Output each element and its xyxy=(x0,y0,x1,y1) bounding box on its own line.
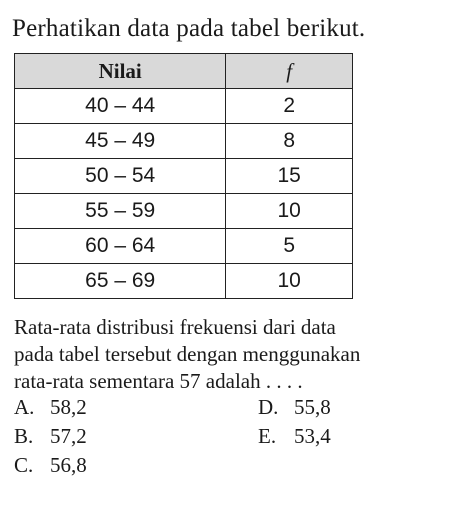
intro-text: Perhatikan data pada tabel berikut. xyxy=(12,15,366,42)
option-e[interactable] xyxy=(258,424,331,449)
option-d[interactable] xyxy=(258,395,331,420)
option-letter: C. xyxy=(14,453,34,477)
cell-frequency: 5 xyxy=(226,229,353,264)
cell-interval: 45 – 49 xyxy=(15,124,226,159)
table-row xyxy=(15,194,353,229)
option-letter: A. xyxy=(14,395,35,419)
option-value: 56,8 xyxy=(50,453,87,477)
option-a[interactable] xyxy=(14,395,87,420)
frequency-table xyxy=(14,53,353,299)
cell-interval: 40 – 44 xyxy=(15,89,226,124)
table-row xyxy=(15,264,353,299)
table-row xyxy=(15,124,353,159)
cell-frequency: 10 xyxy=(226,264,353,299)
option-b[interactable] xyxy=(14,424,87,449)
table-row xyxy=(15,229,353,264)
option-value: 57,2 xyxy=(50,424,87,448)
option-value: 55,8 xyxy=(294,395,331,419)
question-text xyxy=(14,314,464,395)
option-c[interactable] xyxy=(14,453,87,478)
header-nilai: Nilai xyxy=(15,54,226,89)
header-frequency: f xyxy=(226,54,353,89)
cell-interval: 50 – 54 xyxy=(15,159,226,194)
table-row xyxy=(15,159,353,194)
cell-frequency: 10 xyxy=(226,194,353,229)
question-line: rata-rata sementara 57 adalah . . . . xyxy=(14,369,303,393)
option-letter: D. xyxy=(258,395,279,419)
cell-frequency: 2 xyxy=(226,89,353,124)
table-row xyxy=(15,89,353,124)
cell-frequency: 8 xyxy=(226,124,353,159)
question-line: Rata-rata distribusi frekuensi dari data xyxy=(14,315,336,339)
option-value: 53,4 xyxy=(294,424,331,448)
cell-interval: 60 – 64 xyxy=(15,229,226,264)
cell-interval: 55 – 59 xyxy=(15,194,226,229)
option-letter: E. xyxy=(258,424,277,448)
cell-frequency: 15 xyxy=(226,159,353,194)
option-letter: B. xyxy=(14,424,34,448)
option-value: 58,2 xyxy=(50,395,87,419)
question-line: pada tabel tersebut dengan menggunakan xyxy=(14,342,361,366)
cell-interval: 65 – 69 xyxy=(15,264,226,299)
table-header-row xyxy=(15,54,353,89)
